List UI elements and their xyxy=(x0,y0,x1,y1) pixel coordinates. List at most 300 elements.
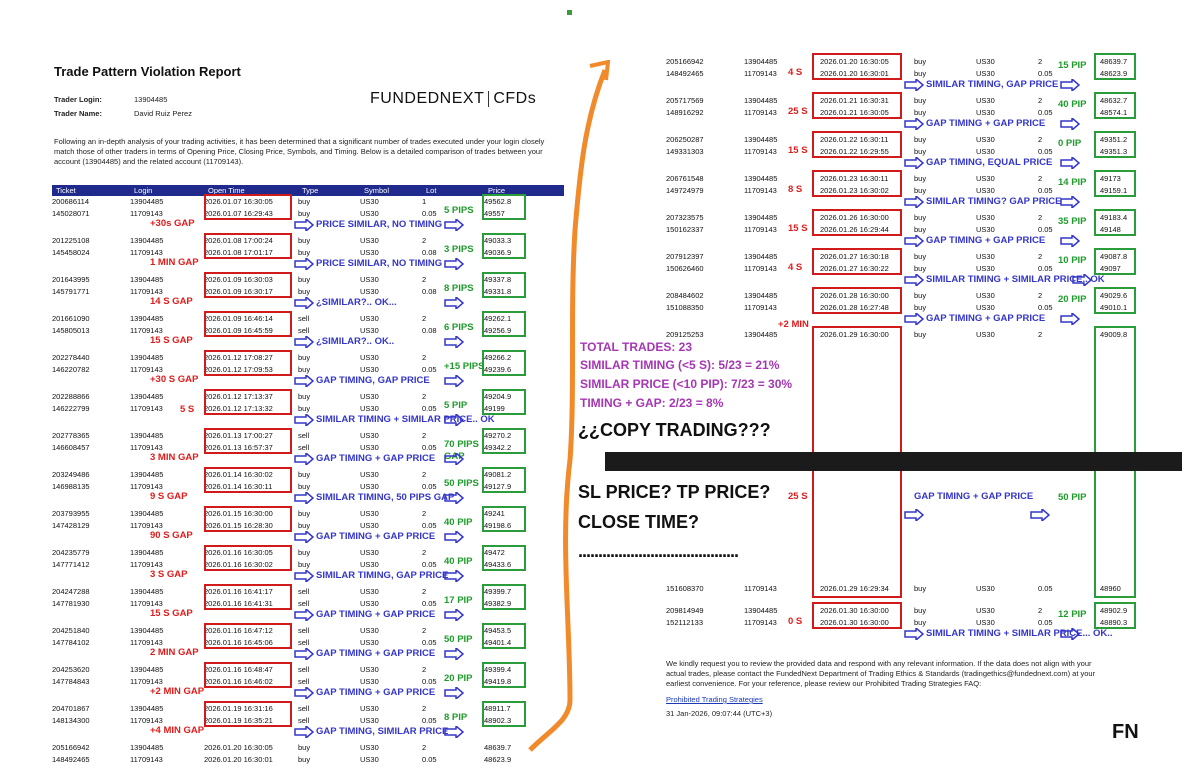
cell: 13904485 xyxy=(130,470,164,479)
cell: 13904485 xyxy=(130,236,164,245)
arrow-right-icon xyxy=(904,509,924,521)
fundednext-logo: FUNDEDNEXT CFDs xyxy=(370,90,537,107)
cell: US30 xyxy=(360,755,379,764)
arrow-right-icon xyxy=(444,297,464,309)
cell: 201643995 xyxy=(52,275,90,284)
cell: 11709143 xyxy=(130,521,163,530)
cell: 2026.01.08 17:01:17 xyxy=(204,248,273,257)
comment-label: GAP TIMING, GAP PRICE xyxy=(316,375,430,386)
cell: 13904485 xyxy=(744,174,778,183)
cell: 11709143 xyxy=(130,599,163,608)
cell: 0.05 xyxy=(422,755,437,764)
arrow-right-icon xyxy=(294,570,314,582)
cell: 147784843 xyxy=(52,677,90,686)
cell: 2 xyxy=(422,626,427,635)
cell: 2 xyxy=(422,314,427,323)
pips-label: 6 PIPS xyxy=(444,322,474,333)
arrow-right-icon xyxy=(444,609,464,621)
cell: US30 xyxy=(360,287,379,296)
cell: 2026.01.16 16:41:31 xyxy=(204,599,273,608)
cell: 13904485 xyxy=(130,275,164,284)
cell: 49262.1 xyxy=(484,314,512,323)
cell: 2026.01.22 16:30:11 xyxy=(820,135,889,144)
cell: 0.05 xyxy=(422,482,437,491)
pips-label: 50 PIP xyxy=(444,634,473,645)
cell: 2026.01.08 17:00:24 xyxy=(204,236,273,245)
cell: 13904485 xyxy=(744,291,778,300)
pips-label-2: GAP xyxy=(444,451,465,462)
comment-label: SIMILAR TIMING + SIMILAR PRICE.. OK xyxy=(316,414,495,425)
comment-label: SIMILAR TIMING, GAP PRICE xyxy=(926,79,1059,90)
arrow-right-icon xyxy=(1072,274,1092,286)
arrow-right-icon xyxy=(294,726,314,738)
cell: 148134300 xyxy=(52,716,90,725)
cell: US30 xyxy=(360,365,379,374)
cell: US30 xyxy=(976,135,995,144)
comment-label: ¿SIMILAR?.. OK... xyxy=(316,297,397,308)
col-open-time: Open Time xyxy=(208,186,245,195)
open-time-highlight xyxy=(204,506,292,532)
gap-label: +2 MIN GAP xyxy=(150,686,205,697)
cell: 49010.1 xyxy=(1100,303,1128,312)
cell: 2026.01.14 16:30:02 xyxy=(204,470,273,479)
arrow-right-icon xyxy=(444,570,464,582)
cell: 206761548 xyxy=(666,174,704,183)
cell: 13904485 xyxy=(744,252,778,261)
cell: 0.05 xyxy=(422,443,437,452)
open-time-highlight xyxy=(812,131,902,158)
cell: 150626460 xyxy=(666,264,704,273)
gap-label: 3 S GAP xyxy=(150,569,188,580)
cell: 0.05 xyxy=(1038,186,1053,195)
cell: 49029.6 xyxy=(1100,291,1128,300)
cell: buy xyxy=(298,548,311,557)
cell: 209125253 xyxy=(666,330,704,339)
cell: 2026.01.20 16:30:05 xyxy=(204,743,273,752)
cell: 49342.2 xyxy=(484,443,512,452)
cell: US30 xyxy=(976,225,995,234)
cell: 49241 xyxy=(484,509,505,518)
open-time-highlight xyxy=(204,467,292,493)
pips-label: 14 PIP xyxy=(1058,177,1087,188)
arrow-right-icon xyxy=(294,492,314,504)
cell: 202278440 xyxy=(52,353,90,362)
cell: 204235779 xyxy=(52,548,90,557)
cell: 2026.01.12 17:09:53 xyxy=(204,365,273,374)
arrow-right-icon xyxy=(444,453,464,465)
cell: 49382.9 xyxy=(484,599,512,608)
cell: US30 xyxy=(360,677,379,686)
arrow-right-icon xyxy=(294,375,314,387)
cell: 49033.3 xyxy=(484,236,512,245)
cell: buy xyxy=(914,584,927,593)
cell: 11709143 xyxy=(130,209,163,218)
cell: buy xyxy=(914,213,927,222)
arrow-right-icon xyxy=(904,235,924,247)
cell: US30 xyxy=(360,716,379,725)
cell: buy xyxy=(914,225,927,234)
cell: 2026.01.07 16:30:05 xyxy=(204,197,273,206)
comment-label: ¿SIMILAR?.. OK.. xyxy=(316,336,395,347)
cell: 49127.9 xyxy=(484,482,512,491)
cell: 209814949 xyxy=(666,606,704,615)
cell: buy xyxy=(298,521,311,530)
cell: sell xyxy=(298,443,310,452)
cell: 0.05 xyxy=(1038,69,1053,78)
cell: buy xyxy=(914,618,927,627)
gap-label: 90 S GAP xyxy=(150,530,193,541)
fn-logo: FN xyxy=(1112,721,1139,743)
cell: 148916292 xyxy=(666,108,704,117)
gap-label: +30s GAP xyxy=(150,218,195,229)
cell: 49256.9 xyxy=(484,326,512,335)
cell: sell xyxy=(298,716,310,725)
cell: 11709143 xyxy=(130,482,163,491)
pips-label: 40 PIP xyxy=(444,517,473,528)
open-time-highlight xyxy=(812,287,902,314)
cell: sell xyxy=(298,431,310,440)
cell: 2 xyxy=(1038,174,1043,183)
arrow-right-icon xyxy=(904,157,924,169)
comment-label: SIMILAR TIMING, 50 PIPS GAP xyxy=(316,492,455,503)
cell: 2026.01.16 16:30:05 xyxy=(204,548,273,557)
arrow-right-icon xyxy=(294,453,314,465)
cell: 149724979 xyxy=(666,186,704,195)
open-time-highlight xyxy=(204,233,292,259)
pips-label: 5 PIPS xyxy=(444,205,474,216)
open-time-highlight xyxy=(812,53,902,80)
summary-gap: TIMING + GAP: 2/23 = 8% xyxy=(580,396,724,410)
comment-label: PRICE SIMILAR, NO TIMING xyxy=(316,219,443,230)
cell: buy xyxy=(298,209,311,218)
cell: 208484602 xyxy=(666,291,704,300)
comment-label: GAP TIMING + GAP PRICE xyxy=(926,313,1046,324)
cell: 13904485 xyxy=(130,353,164,362)
cell: 0.05 xyxy=(1038,225,1053,234)
open-time-highlight xyxy=(204,545,292,571)
comment-label: GAP TIMING + GAP PRICE xyxy=(316,531,436,542)
cell: buy xyxy=(298,482,311,491)
cell: 147784102 xyxy=(52,638,90,647)
cell: 2 xyxy=(422,704,427,713)
cell: US30 xyxy=(360,431,379,440)
cell: 2026.01.15 16:28:30 xyxy=(204,521,273,530)
cell: US30 xyxy=(360,587,379,596)
cell: 145028071 xyxy=(52,209,90,218)
cell: 2026.01.29 16:30:00 xyxy=(820,330,889,339)
cell: 11709143 xyxy=(744,264,777,273)
cell: 49199 xyxy=(484,404,505,413)
price-highlight xyxy=(1094,602,1136,629)
cell: 2 xyxy=(422,275,427,284)
cell: 1 xyxy=(422,197,427,206)
close-time-question: CLOSE TIME? xyxy=(578,512,699,532)
cell: 49097 xyxy=(1100,264,1121,273)
cell: 0.05 xyxy=(1038,108,1053,117)
cell: US30 xyxy=(976,606,995,615)
arrow-right-icon xyxy=(294,609,314,621)
open-time-highlight xyxy=(204,194,292,220)
arrow-right-icon xyxy=(1060,118,1080,130)
cell: 2026.01.29 16:29:34 xyxy=(820,584,889,593)
cell: 2026.01.13 17:00:27 xyxy=(204,431,273,440)
summary-total: TOTAL TRADES: 23 xyxy=(580,340,693,354)
cell: 0.05 xyxy=(1038,584,1053,593)
report-title: Trade Pattern Violation Report xyxy=(54,64,241,79)
arrow-right-icon xyxy=(294,648,314,660)
gap-label: +30 S GAP xyxy=(150,374,199,385)
cell: US30 xyxy=(360,470,379,479)
arrow-right-icon xyxy=(904,118,924,130)
open-time-highlight xyxy=(204,662,292,688)
pips-label: 8 PIPS xyxy=(444,283,474,294)
cell: 2026.01.07 16:29:43 xyxy=(204,209,273,218)
comment-label: SIMILAR TIMING + SIMILAR PRICE... OK.. xyxy=(926,628,1113,639)
cell: US30 xyxy=(976,618,995,627)
cell: 2026.01.20 16:30:05 xyxy=(820,57,889,66)
cell: 11709143 xyxy=(130,248,163,257)
cell: US30 xyxy=(360,197,379,206)
arrow-right-icon xyxy=(1060,157,1080,169)
cell: 2026.01.21 16:30:31 xyxy=(820,96,889,105)
cell: US30 xyxy=(360,248,379,257)
left-report-page xyxy=(40,40,570,770)
gap-label: 25 S xyxy=(788,491,808,502)
cell: US30 xyxy=(976,303,995,312)
cell: sell xyxy=(298,665,310,674)
open-time-highlight xyxy=(204,389,292,415)
cell: US30 xyxy=(360,209,379,218)
cell: buy xyxy=(914,147,927,156)
cell: buy xyxy=(298,248,311,257)
cell: buy xyxy=(914,303,927,312)
cell: 48960 xyxy=(1100,584,1121,593)
cell: 49557 xyxy=(484,209,505,218)
cell: 2026.01.16 16:47:12 xyxy=(204,626,273,635)
cell: US30 xyxy=(976,186,995,195)
cell: 49183.4 xyxy=(1100,213,1128,222)
gap-label: 14 S GAP xyxy=(150,296,193,307)
arrow-right-icon xyxy=(294,219,314,231)
cell: 2026.01.09 16:46:14 xyxy=(204,314,273,323)
cell: US30 xyxy=(976,57,995,66)
footer-paragraph: We kindly request you to review the provided data and respond with any relevant information. If the data does not align with your actual trades, please contact the FundedNext Department of Trading Ethics & Standards (tradingethics@fundednext.com) at your earliest convenience. For your reference, please review our Prohibited Trading Strategies FAQ: xyxy=(666,659,1096,688)
prohibited-strategies-link[interactable]: Prohibited Trading Strategies xyxy=(666,695,763,704)
cell: 2 xyxy=(422,353,427,362)
cell: buy xyxy=(298,287,311,296)
cell: US30 xyxy=(360,521,379,530)
cell: 147428129 xyxy=(52,521,90,530)
cell: 2 xyxy=(1038,213,1043,222)
cell: 201661090 xyxy=(52,314,90,323)
cell: 2026.01.09 16:30:03 xyxy=(204,275,273,284)
cell: 2026.01.27 16:30:18 xyxy=(820,252,889,261)
cell: US30 xyxy=(360,560,379,569)
cell: 203249486 xyxy=(52,470,90,479)
cell: 201225108 xyxy=(52,236,90,245)
cell: 2026.01.09 16:45:59 xyxy=(204,326,273,335)
cell: 2 xyxy=(422,587,427,596)
gap-label: 15 S GAP xyxy=(150,608,193,619)
pips-label: 20 PIP xyxy=(1058,294,1087,305)
cell: buy xyxy=(298,353,311,362)
cell: 205717569 xyxy=(666,96,704,105)
cell: 11709143 xyxy=(744,186,777,195)
cell: 0.08 xyxy=(422,287,437,296)
pips-label: 50 PIPS xyxy=(444,478,479,489)
cell: 11709143 xyxy=(744,69,777,78)
cell: 48639.7 xyxy=(484,743,512,752)
cell: 0.05 xyxy=(422,521,437,530)
comment-label: GAP TIMING + GAP PRICE xyxy=(914,491,1034,502)
cell: US30 xyxy=(360,314,379,323)
cell: 2 xyxy=(1038,57,1043,66)
copy-trading-question: ¿¿COPY TRADING??? xyxy=(578,420,771,440)
cell: US30 xyxy=(976,147,995,156)
arrow-right-icon xyxy=(444,258,464,270)
cell: 2026.01.30 16:30:00 xyxy=(820,606,889,615)
cell: 48890.3 xyxy=(1100,618,1128,627)
cell: US30 xyxy=(976,213,995,222)
summary-timing: SIMILAR TIMING (<5 S): 5/23 = 21% xyxy=(580,358,780,372)
gap-label: 5 S xyxy=(180,404,195,415)
cell: 13904485 xyxy=(130,743,164,752)
cell: 0.05 xyxy=(422,638,437,647)
cell: 49399.7 xyxy=(484,587,512,596)
cell: 2 xyxy=(422,548,427,557)
cell: 2026.01.12 17:08:27 xyxy=(204,353,273,362)
pips-label: 12 PIP xyxy=(1058,609,1087,620)
cell: 205166942 xyxy=(52,743,90,752)
report-date: 31 Jan-2026, 09:07:44 (UTC+3) xyxy=(666,709,773,718)
price-highlight xyxy=(1094,170,1136,197)
col-login: Login xyxy=(134,186,153,195)
cell: 2026.01.30 16:30:00 xyxy=(820,618,889,627)
cell: 2026.01.12 17:13:37 xyxy=(204,392,273,401)
cell: 148492465 xyxy=(666,69,704,78)
cell: 49351.2 xyxy=(1100,135,1128,144)
cell: 13904485 xyxy=(130,431,164,440)
cell: sell xyxy=(298,704,310,713)
cell: US30 xyxy=(976,69,995,78)
cell: US30 xyxy=(976,584,995,593)
cell: 206250287 xyxy=(666,135,704,144)
gap-label: 15 S xyxy=(788,145,808,156)
cell: 11709143 xyxy=(130,443,163,452)
pips-label: 50 PIP xyxy=(1058,492,1087,503)
cell: 49081.2 xyxy=(484,470,512,479)
arrow-right-icon xyxy=(444,531,464,543)
cell: 2026.01.13 16:57:37 xyxy=(204,443,273,452)
open-time-highlight xyxy=(812,209,902,236)
cell: 49351.3 xyxy=(1100,147,1128,156)
price-highlight xyxy=(1094,131,1136,158)
cell: 204247288 xyxy=(52,587,90,596)
comment-label: GAP TIMING, EQUAL PRICE xyxy=(926,157,1053,168)
cell: 2026.01.22 16:29:55 xyxy=(820,147,889,156)
cell: sell xyxy=(298,638,310,647)
intro-paragraph: Following an in-depth analysis of your trading activities, it has been determined that a significant number of trades executed under your login closely match those of other traders in terms of Opening Price, Closing Price, Symbols, and Timing. Below is a detailed comparison of trades between your account (13904485) and the related account (11709143). xyxy=(54,137,545,166)
cell: buy xyxy=(914,135,927,144)
arrow-right-icon xyxy=(1060,628,1080,640)
marker-dot xyxy=(567,10,572,15)
comment-label: SIMILAR TIMING + SIMILAR PRICE.. OK xyxy=(926,274,1105,285)
pips-label: 15 PIP xyxy=(1058,60,1087,71)
cell: 48623.9 xyxy=(1100,69,1128,78)
cell: 2026.01.28 16:30:00 xyxy=(820,291,889,300)
cell: 2026.01.23 16:30:02 xyxy=(820,186,889,195)
cell: 11709143 xyxy=(744,584,777,593)
pips-label: 0 PIP xyxy=(1058,138,1082,149)
gap-label: 0 S xyxy=(788,616,803,627)
summary-price: SIMILAR PRICE (<10 PIP): 7/23 = 30% xyxy=(580,377,793,391)
cell: 2026.01.14 16:30:11 xyxy=(204,482,273,491)
dotted-line: ........................................ xyxy=(578,541,739,561)
arrow-right-icon xyxy=(904,313,924,325)
cell: sell xyxy=(298,314,310,323)
arrow-right-icon xyxy=(1060,196,1080,208)
cell: 13904485 xyxy=(744,135,778,144)
open-time-highlight xyxy=(812,602,902,629)
cell: 2 xyxy=(422,743,427,752)
cell: buy xyxy=(914,174,927,183)
cell: US30 xyxy=(360,404,379,413)
cell: 2 xyxy=(422,236,427,245)
cell: 13904485 xyxy=(744,213,778,222)
gap-label: 4 S xyxy=(788,262,803,273)
cell: sell xyxy=(298,587,310,596)
cell: 48623.9 xyxy=(484,755,512,764)
arrow-right-icon xyxy=(294,687,314,699)
cell: 148492465 xyxy=(52,755,90,764)
cell: 13904485 xyxy=(744,330,778,339)
cell: US30 xyxy=(976,252,995,261)
cell: 13904485 xyxy=(744,606,778,615)
cell: 146222799 xyxy=(52,404,90,413)
cell: buy xyxy=(298,743,311,752)
comment-label: GAP TIMING + GAP PRICE xyxy=(926,235,1046,246)
cell: 11709143 xyxy=(130,638,163,647)
cell: 147781930 xyxy=(52,599,90,608)
cell: 202778365 xyxy=(52,431,90,440)
cell: 2026.01.19 16:31:16 xyxy=(204,704,273,713)
arrow-right-icon xyxy=(294,414,314,426)
cell: 13904485 xyxy=(130,197,164,206)
cell: 2026.01.20 16:30:01 xyxy=(204,755,273,764)
cell: US30 xyxy=(360,353,379,362)
cell: buy xyxy=(914,57,927,66)
gap-label: +4 MIN GAP xyxy=(150,725,205,736)
arrow-right-icon xyxy=(904,274,924,286)
cell: 0.05 xyxy=(422,677,437,686)
col-type: Type xyxy=(302,186,319,195)
cell: 2026.01.21 16:30:05 xyxy=(820,108,889,117)
cell: 2026.01.26 16:30:00 xyxy=(820,213,889,222)
open-time-highlight xyxy=(204,623,292,649)
cell: 2026.01.16 16:41:17 xyxy=(204,587,273,596)
cell: 0.05 xyxy=(422,560,437,569)
cell: 2026.01.16 16:30:02 xyxy=(204,560,273,569)
cell: sell xyxy=(298,599,310,608)
cell: 207912397 xyxy=(666,252,704,261)
comment-label: GAP TIMING + GAP PRICE xyxy=(316,609,436,620)
cell: buy xyxy=(914,108,927,117)
col-lot: Lot xyxy=(426,186,437,195)
arrow-right-icon xyxy=(444,687,464,699)
price-highlight xyxy=(1094,92,1136,119)
cell: 11709143 xyxy=(744,225,777,234)
cell: buy xyxy=(914,330,927,339)
